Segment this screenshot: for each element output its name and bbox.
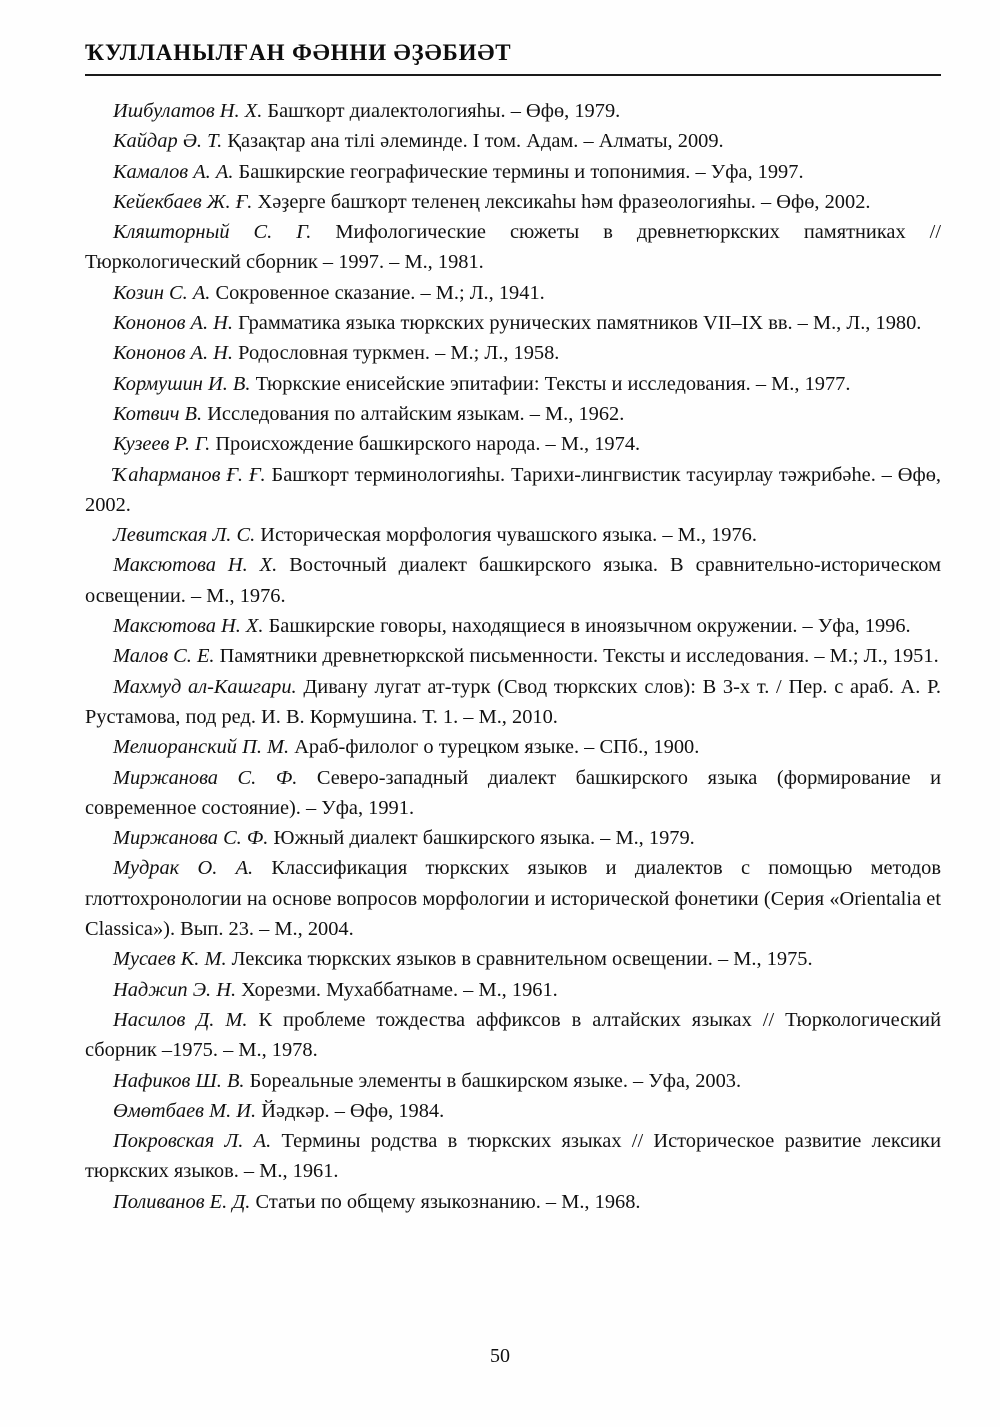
entry-author: Кайдар Ә. Т.	[113, 130, 223, 153]
entry-citation: Араб-филолог о турецком языке. – СПб., 1900.	[289, 736, 700, 759]
bibliography-entry	[85, 641, 941, 671]
entry-author: Поливанов Е. Д.	[113, 1190, 251, 1213]
bibliography-entry	[85, 520, 941, 550]
entry-author: Камалов А. А.	[113, 160, 234, 183]
bibliography-entry	[85, 975, 941, 1005]
bibliography-entry	[85, 126, 941, 156]
entry-citation: Статьи по общему языкознанию. – М., 1968.	[250, 1190, 641, 1213]
entry-citation: Происхождение башкирского народа. – М., 1974.	[210, 433, 641, 456]
page-title: ҠУЛЛАНЫЛҒАН ФӘННИ ӘҘӘБИӘТ	[85, 40, 512, 65]
bibliography-entry	[85, 429, 941, 459]
bibliography-entry	[85, 1066, 941, 1096]
entry-author: Покровская Л. А.	[113, 1130, 272, 1153]
bibliography-entry	[85, 278, 941, 308]
entry-author: Мудрак О. А.	[113, 857, 254, 880]
page-header	[85, 40, 941, 76]
entry-citation: Южный диалект башкирского языка. – М., 1979.	[268, 827, 695, 850]
entry-citation: Башҡорт диалектологияһы. – Өфө, 1979.	[262, 100, 621, 122]
entry-author: Кузеев Р. Г.	[113, 433, 211, 456]
bibliography-entry	[85, 763, 941, 824]
entry-citation: Грамматика языка тюркских рунических памятников VII–IX вв. – М., Л., 1980.	[233, 312, 922, 335]
bibliography-entry	[85, 944, 941, 974]
entry-citation: Восточный диалект башкирского языка. В сравнительно-историческом освещении. – М., 1976.	[85, 554, 942, 607]
entry-author: Наджип Э. Н.	[113, 978, 237, 1001]
entry-author: Мелиоранский П. М.	[113, 736, 290, 759]
bibliography-entry	[85, 369, 941, 399]
entry-author: Кейекбаев Ж. Ғ.	[113, 190, 253, 213]
entry-citation: Классификация тюркских языков и диалектов с помощью методов глоттохронологии на основе вопросов морфологии и исторической фонетики (Серия «Orientalia et Classica»). Вып. 23. – М., 2004.	[85, 857, 941, 941]
entry-citation: Сокровенное сказание. – М.; Л., 1941.	[210, 281, 545, 304]
entry-citation: Лексика тюркских языков в сравнительном освещении. – М., 1975.	[226, 948, 813, 971]
entry-author: Махмуд ал-Кашгари.	[113, 675, 297, 698]
entry-author: Миржанова С. Ф.	[113, 827, 269, 850]
bibliography-entry	[85, 338, 941, 368]
entry-citation: Хәҙерге башҡорт теленең лексикаһы һәм фразеологияһы. – Өфө, 2002.	[252, 190, 871, 213]
bibliography-entry	[85, 308, 941, 338]
bibliography-entry	[85, 1005, 941, 1066]
entry-author: Өмөтбаев М. И.	[113, 1099, 257, 1122]
entry-citation: Хорезми. Мухаббатнаме. – М., 1961.	[236, 978, 558, 1001]
entry-citation: Йәдкәр. – Өфө, 1984.	[256, 1099, 445, 1122]
entry-citation: Дивану лугат ат-турк (Свод тюркских слов): В 3-х т. / Пер. с араб. А. Р. Рустамова, под ред. И. В. Кормушина. Т. 1. – М., 2010.	[85, 675, 941, 728]
entry-author: Козин С. А.	[113, 281, 211, 304]
entry-citation: Башҡорт терминологияһы. Тарихи-лингвистик тасуирлау тәжрибәһе. – Өфө, 2002.	[85, 463, 941, 516]
bibliography-entry	[85, 1096, 941, 1126]
entry-citation: Қазақтар ана тілі әлеминде. I том. Адам. – Алматы, 2009.	[222, 130, 724, 153]
bibliography-entry	[85, 187, 941, 217]
entry-author: Кононов А. Н.	[113, 312, 234, 335]
entry-author: Ишбулатов Н. Х.	[113, 100, 263, 122]
page-number: 50	[490, 1345, 510, 1367]
entry-author: Мусаев К. М.	[113, 948, 227, 971]
entry-citation: Мифологические сюжеты в древнетюркских памятниках // Тюркологический сборник – 1997. – М., 1981.	[85, 221, 941, 274]
bibliography-entry	[85, 217, 941, 278]
bibliography-entry	[85, 732, 941, 762]
bibliography-entry	[85, 157, 941, 187]
entry-author: Кормушин И. В.	[113, 372, 251, 395]
header-divider	[85, 74, 941, 76]
bibliography-entry	[85, 460, 941, 521]
entry-citation: Историческая морфология чувашского языка. – М., 1976.	[255, 524, 757, 547]
entry-author: Насилов Д. М.	[113, 1008, 248, 1031]
bibliography-entry	[85, 399, 941, 429]
bibliography-entry	[85, 823, 941, 853]
bibliography-entry	[85, 853, 941, 944]
entry-author: Максютова Н. Х.	[113, 554, 278, 577]
entry-author: Котвич В.	[113, 402, 203, 425]
entry-author: Кляшторный С. Г.	[113, 221, 312, 244]
entry-citation: Памятники древнетюркской письменности. Тексты и исследования. – М.; Л., 1951.	[214, 645, 939, 668]
entry-citation: Тюркские енисейские эпитафии: Тексты и исследования. – М., 1977.	[250, 372, 851, 395]
entry-author: Кононов А. Н.	[113, 342, 234, 365]
entry-citation: Башкирские географические термины и топонимия. – Уфа, 1997.	[233, 160, 804, 183]
entry-citation: Исследования по алтайским языкам. – М., 1962.	[202, 402, 625, 425]
entry-citation: К проблеме тождества аффиксов в алтайских языках // Тюркологический сборник –1975. – М., 1978.	[85, 1008, 941, 1062]
bibliography-entry	[85, 550, 941, 611]
bibliography-entry	[85, 1126, 941, 1187]
entry-citation: Северо-западный диалект башкирского языка (формирование и современное состояние). – Уфа, 1991.	[85, 766, 941, 819]
entry-citation: Башкирские говоры, находящиеся в иноязычном окружении. – Уфа, 1996.	[263, 615, 911, 638]
entry-author: Нафиков Ш. В.	[113, 1069, 245, 1092]
entry-author: Максютова Н. Х.	[113, 615, 264, 638]
bibliography-entry	[85, 672, 941, 733]
entry-citation: Термины родства в тюркских языках // Историческое развитие лексики тюркских языков. – М., 1961.	[85, 1130, 941, 1183]
entry-author: Ҡаһарманов Ғ. Ғ.	[113, 463, 266, 486]
entry-citation: Родословная туркмен. – М.; Л., 1958.	[233, 342, 560, 365]
bibliography-entry	[85, 611, 941, 641]
entry-author: Миржанова С. Ф.	[113, 766, 298, 789]
bibliography-entry	[85, 1187, 941, 1217]
entry-citation: Бореальные элементы в башкирском языке. – Уфа, 2003.	[244, 1069, 742, 1092]
entry-author: Левитская Л. С.	[113, 524, 256, 547]
entry-author: Малов С. Е.	[113, 645, 215, 668]
bibliography-entry	[85, 96, 941, 126]
bibliography-list	[85, 96, 941, 1217]
